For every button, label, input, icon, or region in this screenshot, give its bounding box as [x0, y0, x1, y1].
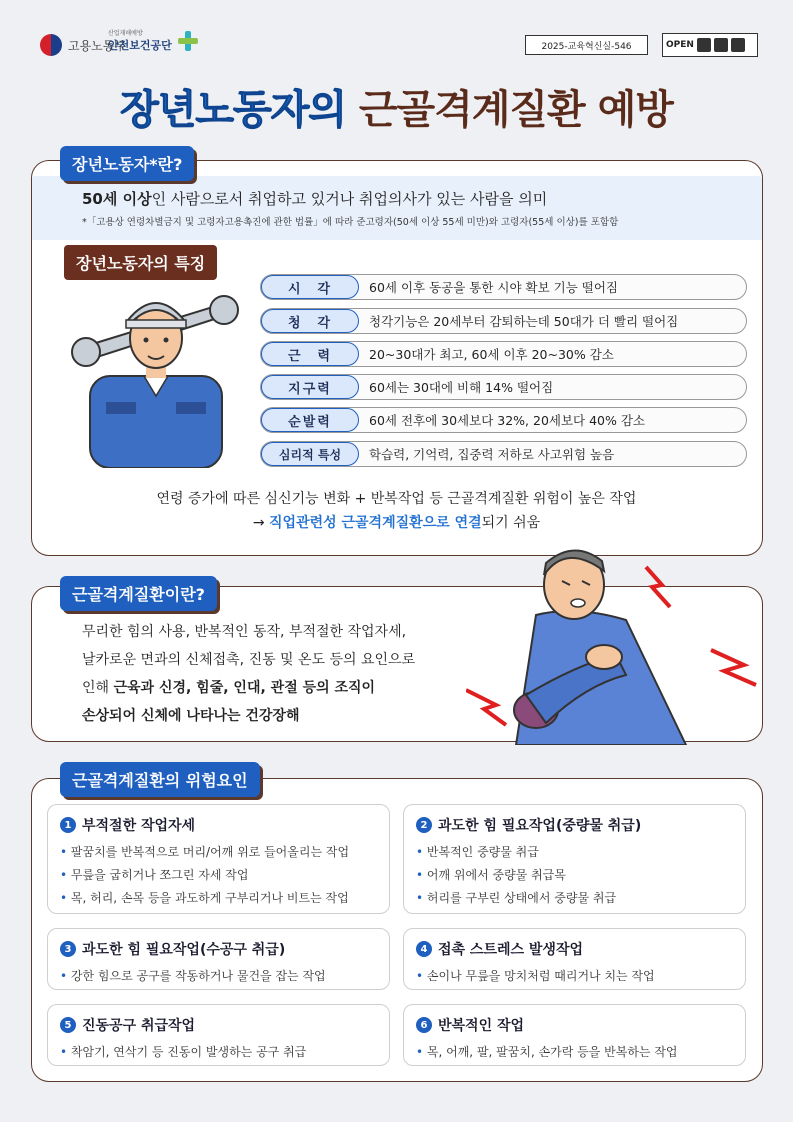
risk-number-badge: 1: [60, 817, 76, 833]
risk-card-title: [416, 815, 733, 835]
risk-card-title: [416, 939, 733, 959]
definition-text: [82, 188, 547, 209]
risk-number-badge: 5: [60, 1017, 76, 1033]
agency-subtitle: 산업재해예방: [108, 30, 143, 37]
title-part1: 장년노동자의: [120, 87, 346, 133]
risk-card-title: [60, 815, 377, 835]
risk-title: 과도한 힘 필요작업(중량물 취급): [438, 818, 642, 834]
definition-rest: 인 사람으로서 취업하고 있거나 취업의사가 있는 사람을 의미: [151, 190, 548, 208]
risk-title: 과도한 힘 필요작업(수공구 취급): [82, 942, 286, 958]
license-attribution-icon: [697, 38, 711, 52]
risk-item: • 손이나 무릎을 망치처럼 때리거나 치는 작업: [416, 965, 733, 988]
summary-arrow: →: [252, 515, 270, 531]
risk-item: • 팔꿈치를 반복적으로 머리/어깨 위로 들어올리는 작업: [60, 841, 377, 864]
definition-bold: 50세 이상: [82, 190, 152, 208]
risk-card-title: [416, 1015, 733, 1035]
risk-item: • 목, 허리, 손목 등을 과도하게 구부리거나 비트는 작업: [60, 887, 377, 910]
risk-number-badge: 3: [60, 941, 76, 957]
feature-text: 청각기능은 20세부터 감퇴하는데 50대가 더 빨리 떨어짐: [369, 314, 679, 329]
risk-title: 반복적인 작업: [438, 1018, 525, 1034]
risk-item: • 어깨 위에서 중량물 취급목: [416, 864, 733, 887]
risk-item: • 허리를 구부린 상태에서 중량물 취급: [416, 887, 733, 910]
risk-number-badge: 2: [416, 817, 432, 833]
risk-card-title: [60, 1015, 377, 1035]
feature-label: 근 력: [261, 342, 359, 366]
feature-row: [260, 374, 747, 400]
msd-line: [82, 702, 415, 730]
worker-with-wrench-illustration: [66, 286, 248, 468]
section1-tag: 장년노동자*란?: [60, 146, 194, 181]
kosha-logo: [108, 28, 198, 53]
feature-text: 60세는 30대에 비해 14% 떨어짐: [369, 380, 554, 395]
msd-line-bold: 근육과 신경, 힘줄, 인대, 관절 등의 조직이: [113, 680, 376, 696]
agency-name: 안전보건공단: [108, 39, 172, 52]
feature-row: [260, 441, 747, 467]
risk-card: [47, 928, 390, 990]
section3-tag: 근골격계질환의 위험요인: [60, 762, 260, 797]
feature-text: 60세 전후에 30세보다 32%, 20세보다 40% 감소: [369, 413, 645, 428]
risk-title: 접촉 스트레스 발생작업: [438, 942, 583, 958]
open-label: OPEN: [666, 40, 694, 50]
section2-tag: 근골격계질환이란?: [60, 576, 217, 611]
msd-line: 날카로운 면과의 신체접촉, 진동 및 온도 등의 요인으로: [82, 652, 416, 668]
document-number: 2025-교육혁신실-546: [525, 35, 648, 55]
risk-item: • 강한 힘으로 공구를 작동하거나 물건을 잡는 작업: [60, 965, 377, 988]
ministry-name: 고용노동부: [68, 38, 126, 53]
worker-elbow-pain-illustration: [466, 545, 762, 745]
risk-item: • 목, 어깨, 팔, 팔꿈치, 손가락 등을 반복하는 작업: [416, 1041, 733, 1064]
feature-label: 청 각: [261, 309, 359, 333]
feature-row: [260, 407, 747, 433]
kosha-cross-icon: [178, 31, 198, 51]
page-title: [0, 78, 793, 135]
risk-card: [47, 804, 390, 914]
risk-title: 부적절한 작업자세: [82, 818, 196, 834]
license-noncommercial-icon: [714, 38, 728, 52]
risk-item: • 무릎을 굽히거나 쪼그린 자세 작업: [60, 864, 377, 887]
msd-line-bold: 손상되어 신체에 나타나는 건강장해: [82, 708, 300, 724]
summary-line-2: [0, 512, 793, 532]
feature-text: 학습력, 기억력, 집중력 저하로 사고위험 높음: [369, 447, 615, 462]
risk-card: [403, 804, 746, 914]
title-part2: 근골격계질환 예방: [358, 87, 673, 133]
risk-item: • 착암기, 연삭기 등 진동이 발생하는 공구 취급: [60, 1041, 377, 1064]
risk-item: • 반복적인 중량물 취급: [416, 841, 733, 864]
msd-line: [82, 674, 415, 702]
feature-row: [260, 308, 747, 334]
msd-line: 무리한 힘의 사용, 반복적인 동작, 부적절한 작업자세,: [82, 624, 407, 640]
feature-text: 20~30대가 최고, 60세 이후 20~30% 감소: [369, 347, 614, 362]
features-tag: 장년노동자의 특징: [64, 245, 217, 280]
risk-number-badge: 4: [416, 941, 432, 957]
feature-row: [260, 274, 747, 300]
summary-highlight: 직업관련성 근골격계질환으로 연결: [269, 515, 482, 531]
risk-title: 진동공구 취급작업: [82, 1018, 196, 1034]
feature-text: 60세 이후 동공을 통한 시야 확보 기능 떨어짐: [369, 280, 618, 295]
open-license-badge: [662, 33, 758, 57]
license-noderivs-icon: [731, 38, 745, 52]
definition-footnote: *「고용상 연령차별금지 및 고령자고용촉진에 관한 법률」에 따라 준고령자(50세 이상 55세 미만)와 고령자(55세 이상)를 포함함: [82, 217, 619, 228]
summary-rest: 되기 쉬움: [481, 515, 541, 531]
feature-label: 순발력: [261, 408, 359, 432]
feature-label: 지구력: [261, 375, 359, 399]
msd-line-pre: 인해: [82, 680, 114, 696]
risk-number-badge: 6: [416, 1017, 432, 1033]
government-emblem-icon: [40, 34, 62, 56]
summary-line-1: 연령 증가에 따른 심신기능 변화 + 반복작업 등 근골격계질환 위험이 높은 작업: [156, 491, 637, 507]
feature-label: 심리적 특성: [261, 442, 359, 466]
risk-card: [47, 1004, 390, 1066]
msd-definition-text: [82, 618, 415, 730]
feature-row: [260, 341, 747, 367]
risk-card: [403, 928, 746, 990]
risk-card: [403, 1004, 746, 1066]
risk-card-title: [60, 939, 377, 959]
feature-label: 시 각: [261, 275, 359, 299]
